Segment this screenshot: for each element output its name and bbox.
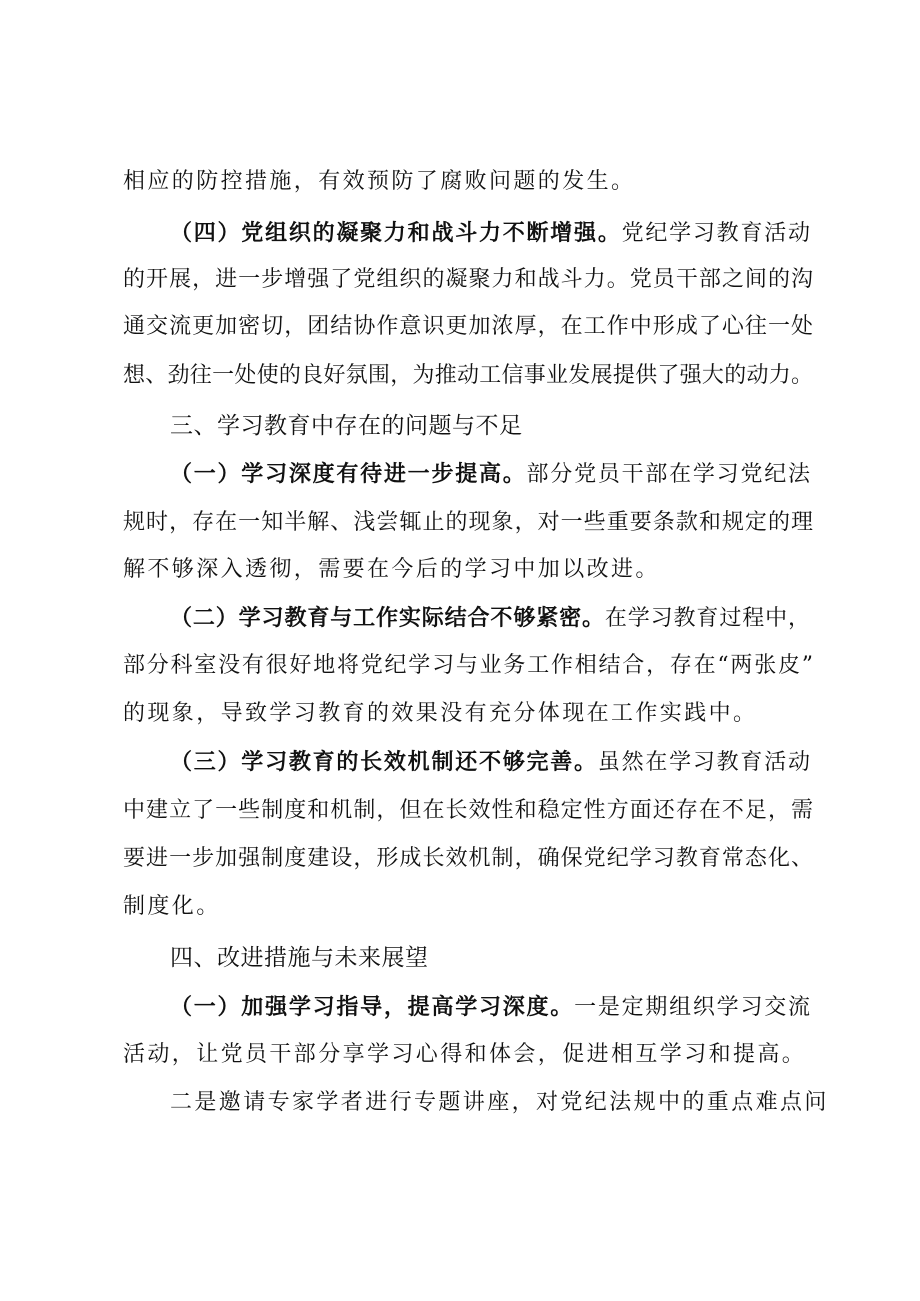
- paragraph-line: 解不够深入透彻，需要在今后的学习中加以改进。: [123, 557, 660, 582]
- paragraph-line: 中建立了一些制度和机制，但在长效性和稳定性方面还存在不足，需: [123, 798, 813, 823]
- section-four-item1-heading: （一）加强学习指导，提高学习深度。: [170, 994, 575, 1020]
- paragraph-line: 的开展，进一步增强了党组织的凝聚力和战斗力。党员干部之间的沟: [123, 267, 813, 292]
- section-three-heading: 三、学习教育中存在的问题与不足: [170, 413, 523, 439]
- section-four-item1-text: 一是定期组织学习交流: [574, 995, 810, 1020]
- section-three-item2-first-line: [170, 602, 810, 635]
- section-three-item1-first-line: [170, 458, 810, 491]
- section-three-item1-text: 部分党员干部在学习党纪法: [526, 462, 810, 487]
- section-four-heading: 四、改进措施与未来展望: [170, 945, 429, 971]
- paragraph-line: 要进一步加强制度建设，形成长效机制，确保党纪学习教育常态化、: [123, 846, 813, 871]
- section-four-item1-first-line: [170, 991, 810, 1024]
- paragraph-line: 想、劲往一处使的良好氛围，为推动工信事业发展提供了强大的动力。: [123, 363, 813, 388]
- paragraph-line: 规时，存在一知半解、浅尝辄止的现象，对一些重要条款和规定的理: [123, 510, 813, 535]
- paragraph-line: 活动，让党员干部分享学习心得和体会，促进相互学习和提高。: [123, 1042, 807, 1067]
- paragraph-line: 相应的防控措施，有效预防了腐败问题的发生。: [123, 169, 636, 194]
- section-three-item1-heading: （一）学习深度有待进一步提高。: [170, 461, 527, 487]
- section-three-item3-heading: （三）学习教育的长效机制还不够完善。: [170, 749, 598, 775]
- paragraph-four-heading: （四）党组织的凝聚力和战斗力不断增强。: [170, 220, 622, 246]
- paragraph-four-first-line: [170, 217, 810, 250]
- paragraph-line: 二是邀请专家学者进行专题讲座，对党纪法规中的重点难点问: [170, 1090, 829, 1115]
- section-three-item3-first-line: [170, 746, 810, 779]
- section-three-item2-heading: （二）学习教育与工作实际结合不够紧密。: [170, 605, 605, 631]
- section-three-item3-text: 虽然在学习教育活动: [597, 750, 810, 775]
- section-three-item2-text: 在学习教育过程中，: [604, 606, 810, 631]
- paragraph-line: 制度化。: [123, 894, 221, 919]
- paragraph-line: 的现象，导致学习教育的效果没有充分体现在工作实践中。: [123, 701, 758, 726]
- paragraph-four-text: 党纪学习教育活动: [621, 221, 810, 246]
- paragraph-line: 部分科室没有很好地将党纪学习与业务工作相结合，存在“两张皮”: [123, 653, 813, 678]
- paragraph-line: 通交流更加密切，团结协作意识更加浓厚，在工作中形成了心往一处: [123, 314, 813, 339]
